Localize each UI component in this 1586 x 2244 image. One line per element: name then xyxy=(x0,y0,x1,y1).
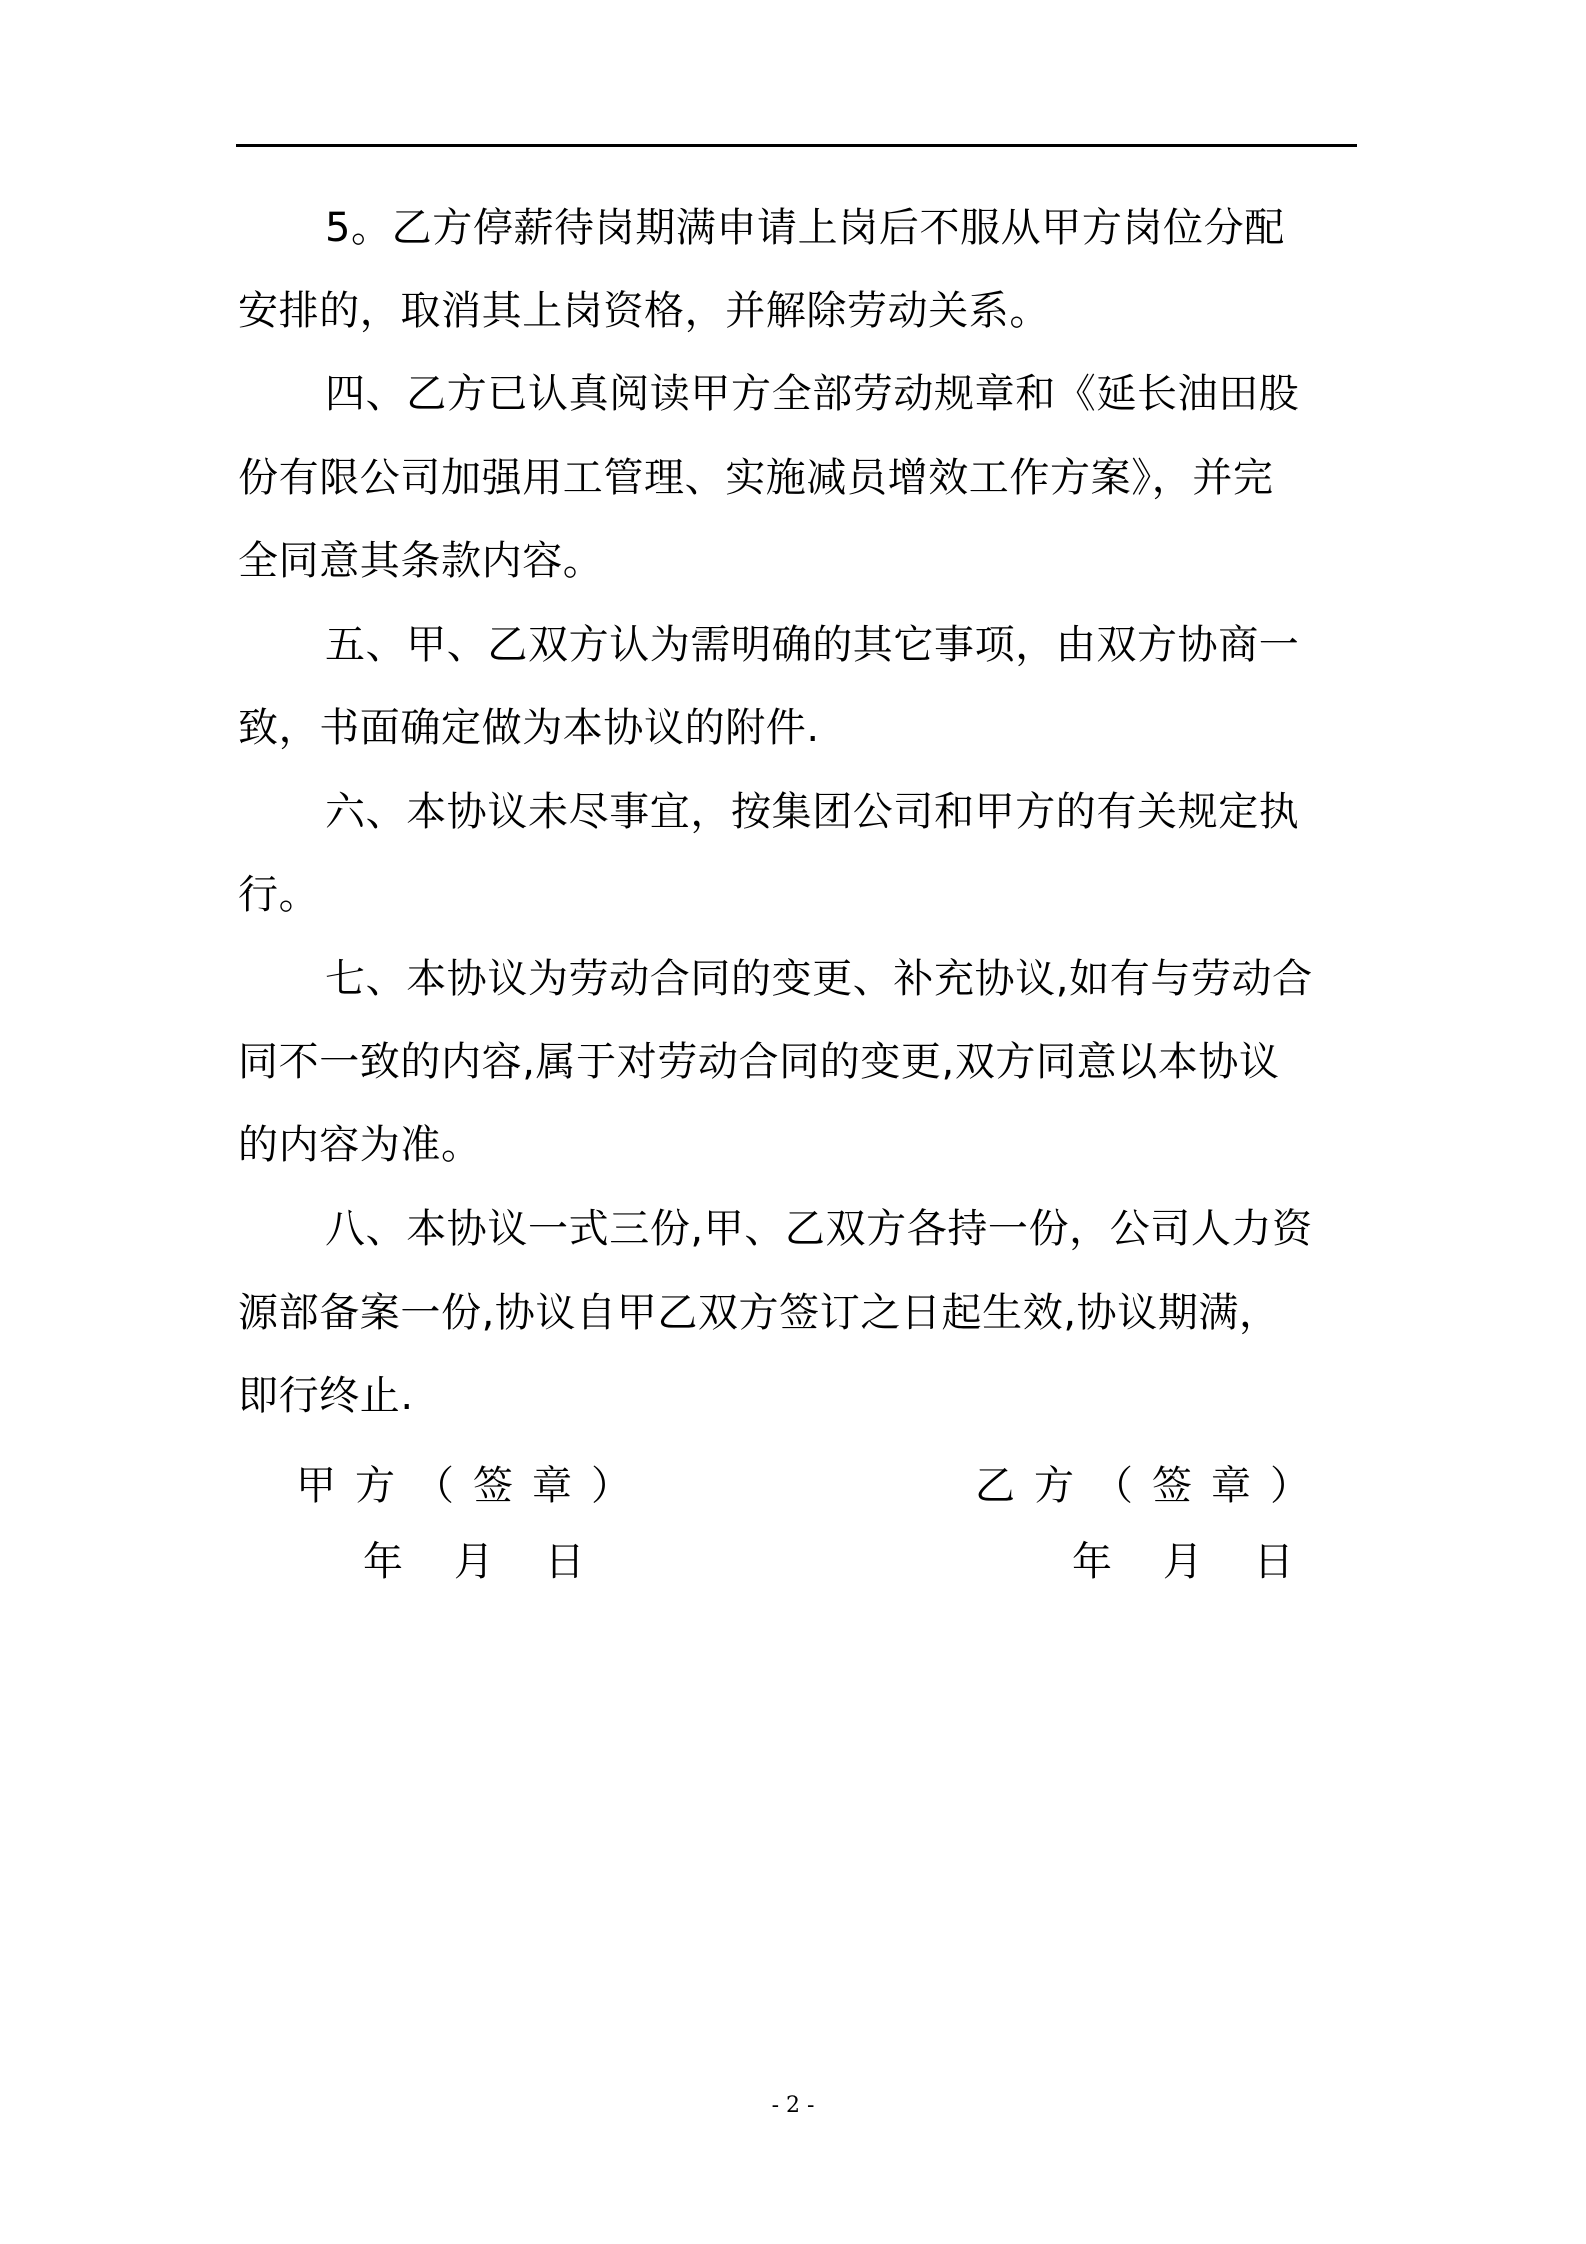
body-line: 四、乙方已认真阅读甲方全部劳动规章和《延长油田股 xyxy=(325,371,1300,417)
header-rule xyxy=(236,144,1357,147)
body-line: 八、本协议一式三份,甲、乙双方各持一份，公司人力资 xyxy=(325,1206,1313,1252)
body-line: 全同意其条款内容。 xyxy=(238,538,604,584)
party-a-date: 年 月 日 xyxy=(363,1539,585,1585)
party-b-signature-label: 乙方（签章） xyxy=(975,1463,1329,1509)
body-line: 七、本协议为劳动合同的变更、补充协议,如有与劳动合 xyxy=(325,956,1313,1002)
body-line: 份有限公司加强用工管理、实施减员增效工作方案》，并完 xyxy=(238,455,1274,501)
body-line: 六、本协议未尽事宜，按集团公司和甲方的有关规定执 xyxy=(325,789,1300,835)
body-line: 安排的，取消其上岗资格，并解除劳动关系。 xyxy=(238,288,1050,334)
body-line: 五、甲、乙双方认为需明确的其它事项，由双方协商一 xyxy=(325,622,1300,668)
page-number: - 2 - xyxy=(771,2093,815,2118)
body-line: 源部备案一份,协议自甲乙双方签订之日起生效,协议期满， xyxy=(238,1290,1280,1336)
body-line: 的内容为准。 xyxy=(238,1122,482,1168)
body-line: 即行终止. xyxy=(238,1373,414,1419)
body-line: 同不一致的内容,属于对劳动合同的变更,双方同意以本协议 xyxy=(238,1039,1280,1085)
party-a-signature-label: 甲方（签章） xyxy=(296,1463,650,1509)
body-line: 行。 xyxy=(238,872,320,918)
body-line: 致，书面确定做为本协议的附件. xyxy=(238,705,820,751)
party-b-date: 年 月 日 xyxy=(1072,1539,1294,1585)
body-line: 5。乙方停薪待岗期满申请上岗后不服从甲方岗位分配 xyxy=(325,205,1285,251)
